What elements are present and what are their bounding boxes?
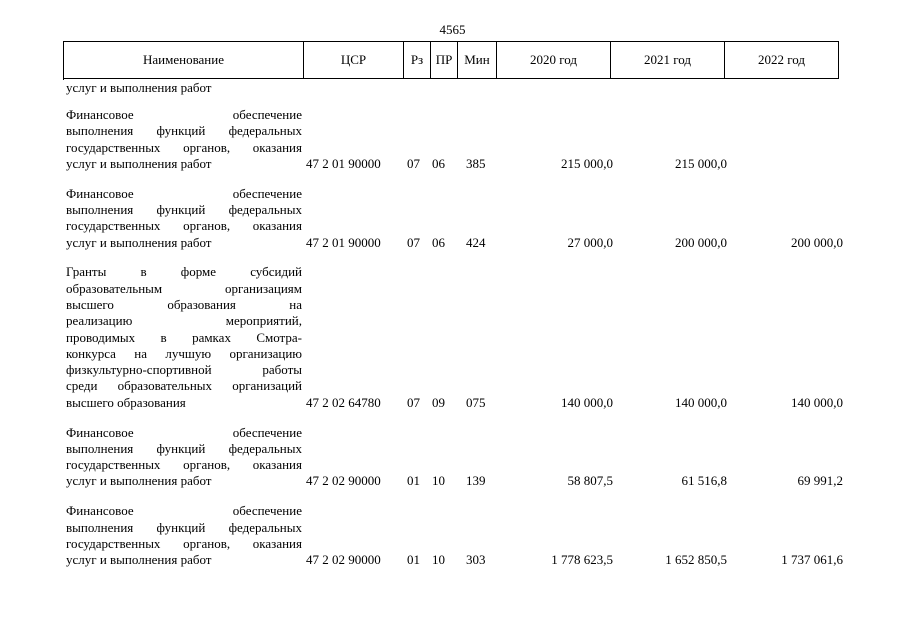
header-pr: ПР	[431, 42, 458, 79]
row-2021: 200 000,0	[675, 234, 727, 250]
header-2022: 2022 год	[725, 42, 839, 79]
header-2020: 2020 год	[497, 42, 611, 79]
row-name	[66, 425, 302, 490]
row-2022: 140 000,0	[791, 394, 843, 410]
row-name-line: Финансовое обеспечение	[66, 107, 302, 122]
row-name-line: выполнения функций федеральных	[66, 519, 302, 535]
row-min: 303	[466, 552, 486, 568]
header-csr: ЦСР	[304, 42, 404, 79]
row-name-line: Финансовое обеспечение	[66, 185, 302, 201]
header-rz: Рз	[404, 42, 431, 79]
row-name	[66, 503, 302, 568]
row-rz: 07	[407, 394, 420, 410]
table-header	[63, 41, 839, 80]
row-name	[66, 186, 302, 251]
row-2020: 1 778 623,5	[551, 552, 613, 568]
row-name-line: услуг и выполнения работ	[66, 155, 212, 171]
row-name-line: государственных органов, оказания	[66, 535, 302, 551]
row-rz: 07	[407, 234, 420, 250]
row-2022: 69 991,2	[797, 473, 843, 489]
row-name-line: физкультурно-спортивной работы	[66, 362, 302, 378]
row-name-line: выполнения функций федеральных	[66, 440, 302, 456]
row-name-line: услуг и выполнения работ	[66, 473, 212, 489]
row-name-line: высшего образования на	[66, 296, 302, 312]
row-name	[66, 264, 302, 411]
row-2021: 1 652 850,5	[665, 552, 727, 568]
row-2020: 58 807,5	[567, 473, 613, 489]
row-csr: 47 2 02 90000	[306, 552, 381, 568]
row-2020: 27 000,0	[567, 234, 613, 250]
row-name-line: услуг и выполнения работ	[66, 552, 212, 568]
row-min: 139	[466, 473, 486, 489]
row-2021: 215 000,0	[675, 155, 727, 171]
row-name	[66, 107, 302, 172]
row-name-line: услуг и выполнения работ	[66, 234, 212, 250]
row-name-line: государственных органов, оказания	[66, 139, 302, 155]
row-min: 075	[466, 394, 486, 410]
row-min: 385	[466, 155, 486, 171]
row-csr: 47 2 02 90000	[306, 473, 381, 489]
row-name-line: выполнения функций федеральных	[66, 123, 302, 139]
row-name-line: образовательным организациям	[66, 280, 302, 296]
header-min: Мин	[458, 42, 497, 79]
continuation-text: услуг и выполнения работ	[66, 80, 212, 95]
row-2021: 140 000,0	[675, 394, 727, 410]
row-name-line: Финансовое обеспечение	[66, 503, 302, 519]
row-rz: 07	[407, 155, 420, 171]
header-2021: 2021 год	[611, 42, 725, 79]
row-min: 424	[466, 234, 486, 250]
row-pr: 10	[432, 473, 445, 489]
row-name-line: проводимых в рамках Смотра-	[66, 329, 302, 345]
row-name-line: среди образовательных организаций	[66, 378, 302, 394]
row-pr: 09	[432, 394, 445, 410]
row-2021: 61 516,8	[681, 473, 727, 489]
row-name-line: Гранты в форме субсидий	[66, 264, 302, 280]
row-pr: 06	[432, 234, 445, 250]
row-2022: 200 000,0	[791, 234, 843, 250]
row-name-line: государственных органов, оказания	[66, 457, 302, 473]
row-pr: 10	[432, 552, 445, 568]
row-name-line: государственных органов, оказания	[66, 218, 302, 234]
row-csr: 47 2 01 90000	[306, 155, 381, 171]
row-rz: 01	[407, 473, 420, 489]
row-2022: 1 737 061,6	[781, 552, 843, 568]
row-name-line: выполнения функций федеральных	[66, 201, 302, 217]
row-csr: 47 2 02 64780	[306, 394, 381, 410]
row-name-line: конкурса на лучшую организацию	[66, 345, 302, 361]
row-2020: 140 000,0	[561, 394, 613, 410]
row-rz: 01	[407, 552, 420, 568]
row-name-line: высшего образования	[66, 394, 186, 410]
row-name-line: реализацию мероприятий,	[66, 313, 302, 329]
row-2020: 215 000,0	[561, 155, 613, 171]
row-name-line: Финансовое обеспечение	[66, 424, 302, 440]
row-pr: 06	[432, 155, 445, 171]
page-number: 4565	[439, 22, 466, 37]
row-csr: 47 2 01 90000	[306, 234, 381, 250]
header-name: Наименование	[64, 42, 304, 79]
